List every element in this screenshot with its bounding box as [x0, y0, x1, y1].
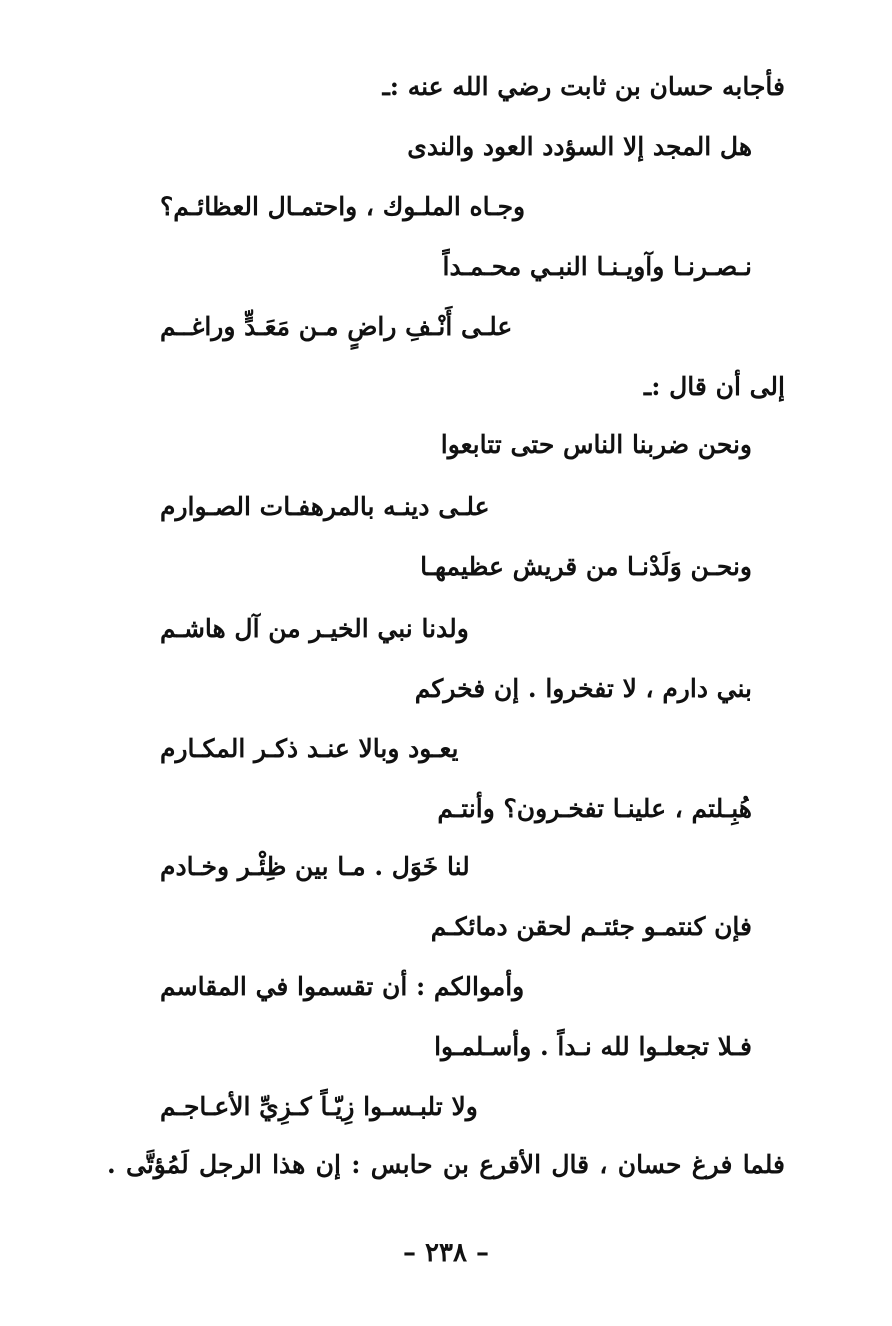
verse-1-first-hemistich: هل المجد إلا السؤدد العود والندى: [407, 132, 752, 161]
closing-line: فلما فرغ حسان ، قال الأقرع بن حابس : إن هذا الرجل لَمُؤتَّى .: [107, 1150, 785, 1179]
verse-7-second-hemistich: وأموالكم : أن تقسموا في المقاسم: [160, 972, 525, 1001]
verse-7-first-hemistich: فإن كنتمـو جئتـم لحقن دمائكـم: [430, 912, 752, 941]
verse-1-second-hemistich: وجـاه الملـوك ، واحتمـال العظائـم؟: [160, 192, 526, 221]
verse-2-second-hemistich: علـى أَنْـفِ راضٍ مـن مَعَـدٍّ وراغــم: [160, 312, 513, 341]
verse-4-first-hemistich: ونحـن وَلَدْنـا من قريش عظيمهـا: [420, 552, 752, 581]
verse-8-first-hemistich: فـلا تجعلـوا لله نـداً . وأسـلمـوا: [434, 1032, 752, 1061]
intro-line: فأجابه حسان بن ثابت رضي الله عنه :ـ: [382, 72, 785, 101]
verse-3-second-hemistich: علـى دينـه بالمرهفـات الصـوارم: [160, 492, 490, 521]
verse-2-first-hemistich: نـصـرنـا وآويـنـا النبـي محـمـداً: [442, 252, 752, 281]
verse-8-second-hemistich: ولا تلبـسـوا زِيّـاً كـزِيِّ الأعـاجـم: [160, 1092, 478, 1121]
verse-5-second-hemistich: يعـود وبالا عنـد ذكـر المكـارم: [160, 734, 459, 763]
verse-6-second-hemistich: لنا خَوَل . مـا بين ظِئْـر وخـادم: [160, 852, 470, 881]
page-number: – ٢٣٨ –: [402, 1238, 490, 1268]
verse-5-first-hemistich: بني دارم ، لا تفخروا . إن فخركم: [414, 674, 752, 703]
verse-4-second-hemistich: ولدنا نبي الخيـر من آل هاشـم: [160, 614, 469, 643]
transition-line: إلى أن قال :ـ: [643, 372, 785, 401]
verse-3-first-hemistich: ونحن ضربنا الناس حتى تتابعوا: [440, 430, 752, 459]
verse-6-first-hemistich: هُبِـلتم ، علينـا تفخـرون؟ وأنتـم: [437, 794, 752, 823]
